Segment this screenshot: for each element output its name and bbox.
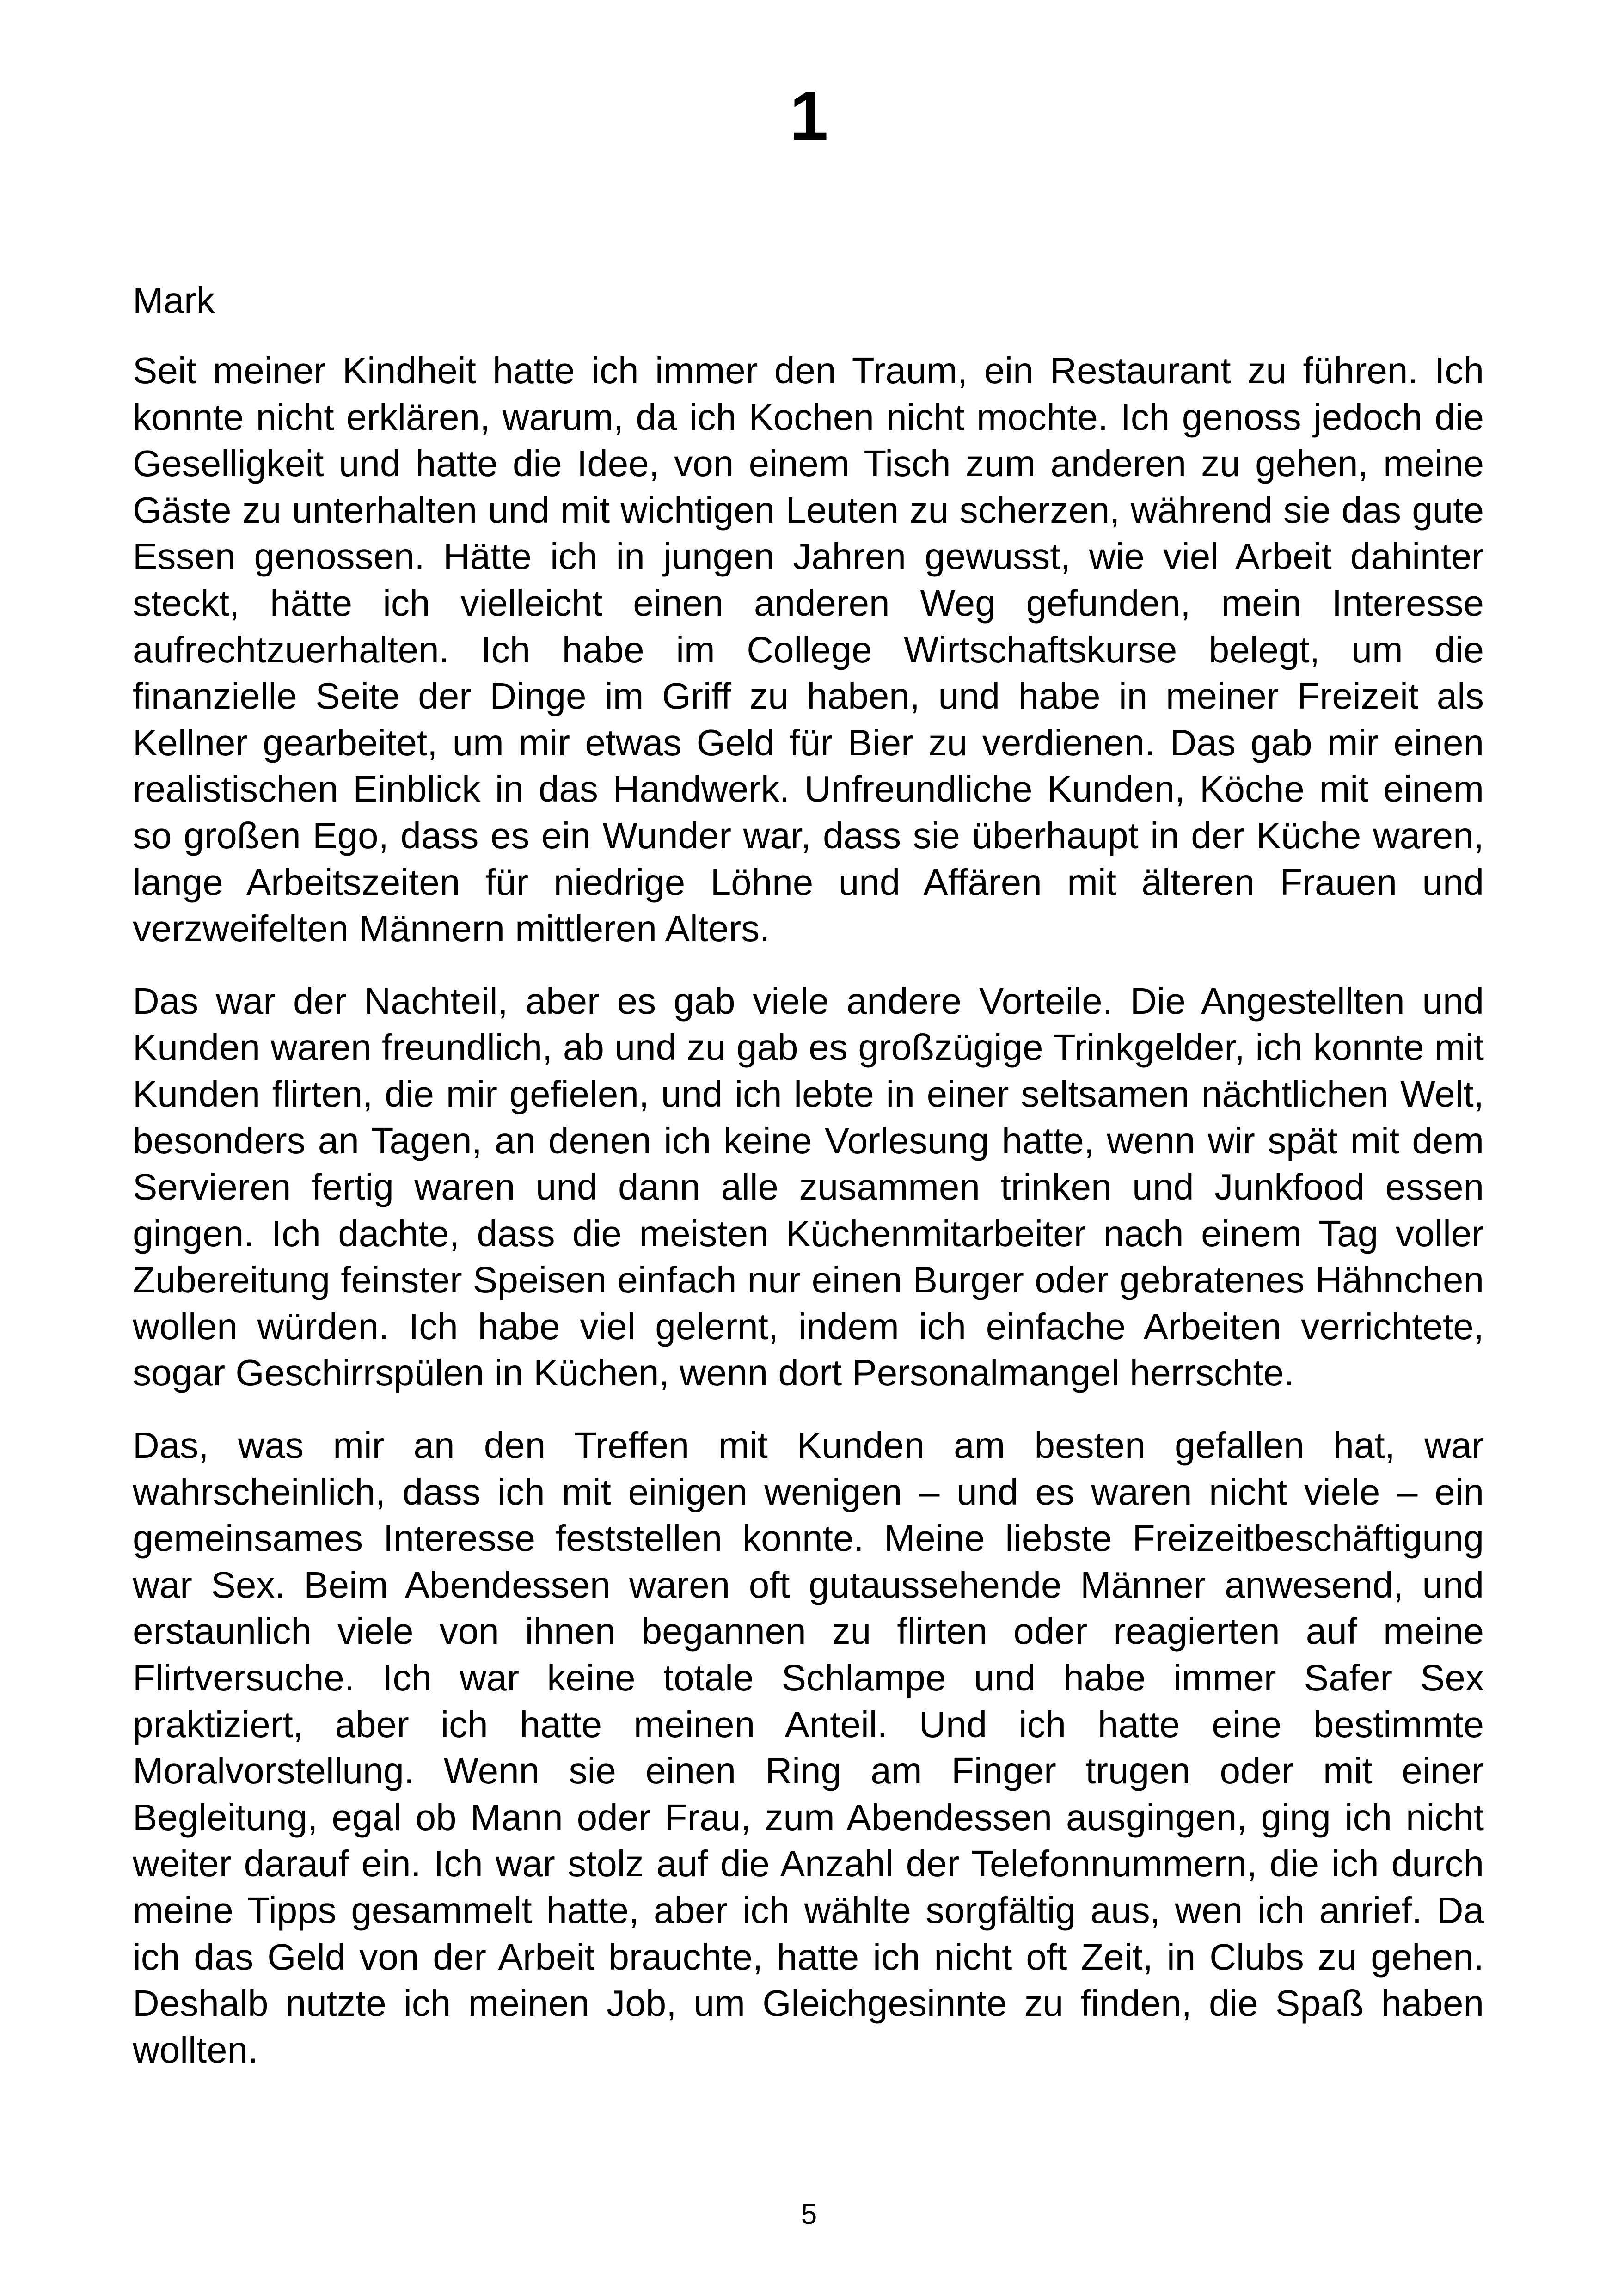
chapter-number: 1: [790, 77, 828, 154]
paragraph: Das war der Nachteil, aber es gab viele andere Vorteile. Die Angestellten und Kunden waren freundlich, ab und zu gab es großzügige Trinkgelder, ich konnte mit Kunden flirten, die mir gefielen, und ich lebte in einer seltsamen nächtlichen Welt, besonders an Tagen, an denen ich keine Vorlesung hatte, wenn wir spät mit dem Servieren fertig waren und dann alle zusammen trinken und Junkfood essen gingen. Ich dachte, dass die meisten Küchenmitarbeiter nach einem Tag voller Zubereitung feinster Speisen einfach nur einen Burger oder gebratenes Hähnchen wollen würden. Ich habe viel gelernt, indem ich einfache Arbeiten verrichtete, sogar Geschirrspülen in Küchen, wenn dort Personalmangel herrschte.: [133, 980, 1484, 1394]
pov-name: Mark: [133, 280, 215, 321]
paragraph: Das, was mir an den Treffen mit Kunden am besten gefallen hat, war wahrscheinlich, dass ich mit einigen wenigen – und es waren nicht viele – ein gemeinsames Interesse feststellen konnte. Meine liebste Freizeitbeschäftigung war Sex. Beim Abendessen waren oft gutaussehende Männer anwesend, und erstaunlich viele von ihnen begannen zu flirten oder reagierten auf meine Flirtversuche. Ich war keine totale Schlampe und habe immer Safer Sex praktiziert, aber ich hatte meinen Anteil. Und ich hatte eine bestimmte Moralvorstellung. Wenn sie einen Ring am Finger trugen oder mit einer Begleitung, egal ob Mann oder Frau, zum Abendessen ausgingen, ging ich nicht weiter darauf ein. Ich war stolz auf die Anzahl der Telefonnummern, die ich durch meine Tipps gesammelt hatte, aber ich wählte sorgfältig aus, wen ich anrief. Da ich das Geld von der Arbeit brauchte, hatte ich nicht oft Zeit, in Clubs zu gehen. Deshalb nutzte ich meinen Job, um Gleichgesinnte zu finden, die Spaß haben wollten.: [133, 1425, 1484, 2070]
page-number: 5: [801, 2198, 817, 2230]
paragraph: Seit meiner Kindheit hatte ich immer den Traum, ein Restaurant zu führen. Ich konnte nicht erklären, warum, da ich Kochen nicht mochte. Ich genoss jedoch die Geselligkeit und hatte die Idee, von einem Tisch zum anderen zu gehen, meine Gäste zu unterhalten und mit wichtigen Leuten zu scherzen, während sie das gute Essen genossen. Hätte ich in jungen Jahren gewusst, wie viel Arbeit dahinter steckt, hätte ich vielleicht einen anderen Weg gefunden, mein Interesse aufrechtzuerhalten. Ich habe im College Wirtschaftskurse belegt, um die finanzielle Seite der Dinge im Griff zu haben, und habe in meiner Freizeit als Kellner gearbeitet, um mir etwas Geld für Bier zu verdienen. Das gab mir einen realistischen Einblick in das Handwerk. Unfreundliche Kunden, Köche mit einem so großen Ego, dass es ein Wunder war, dass sie überhaupt in der Küche waren, lange Arbeitszeiten für niedrige Löhne und Affären mit älteren Frauen und verzweifelten Männern mittleren Alters.: [133, 350, 1484, 949]
chapter-body: [133, 277, 1484, 2099]
